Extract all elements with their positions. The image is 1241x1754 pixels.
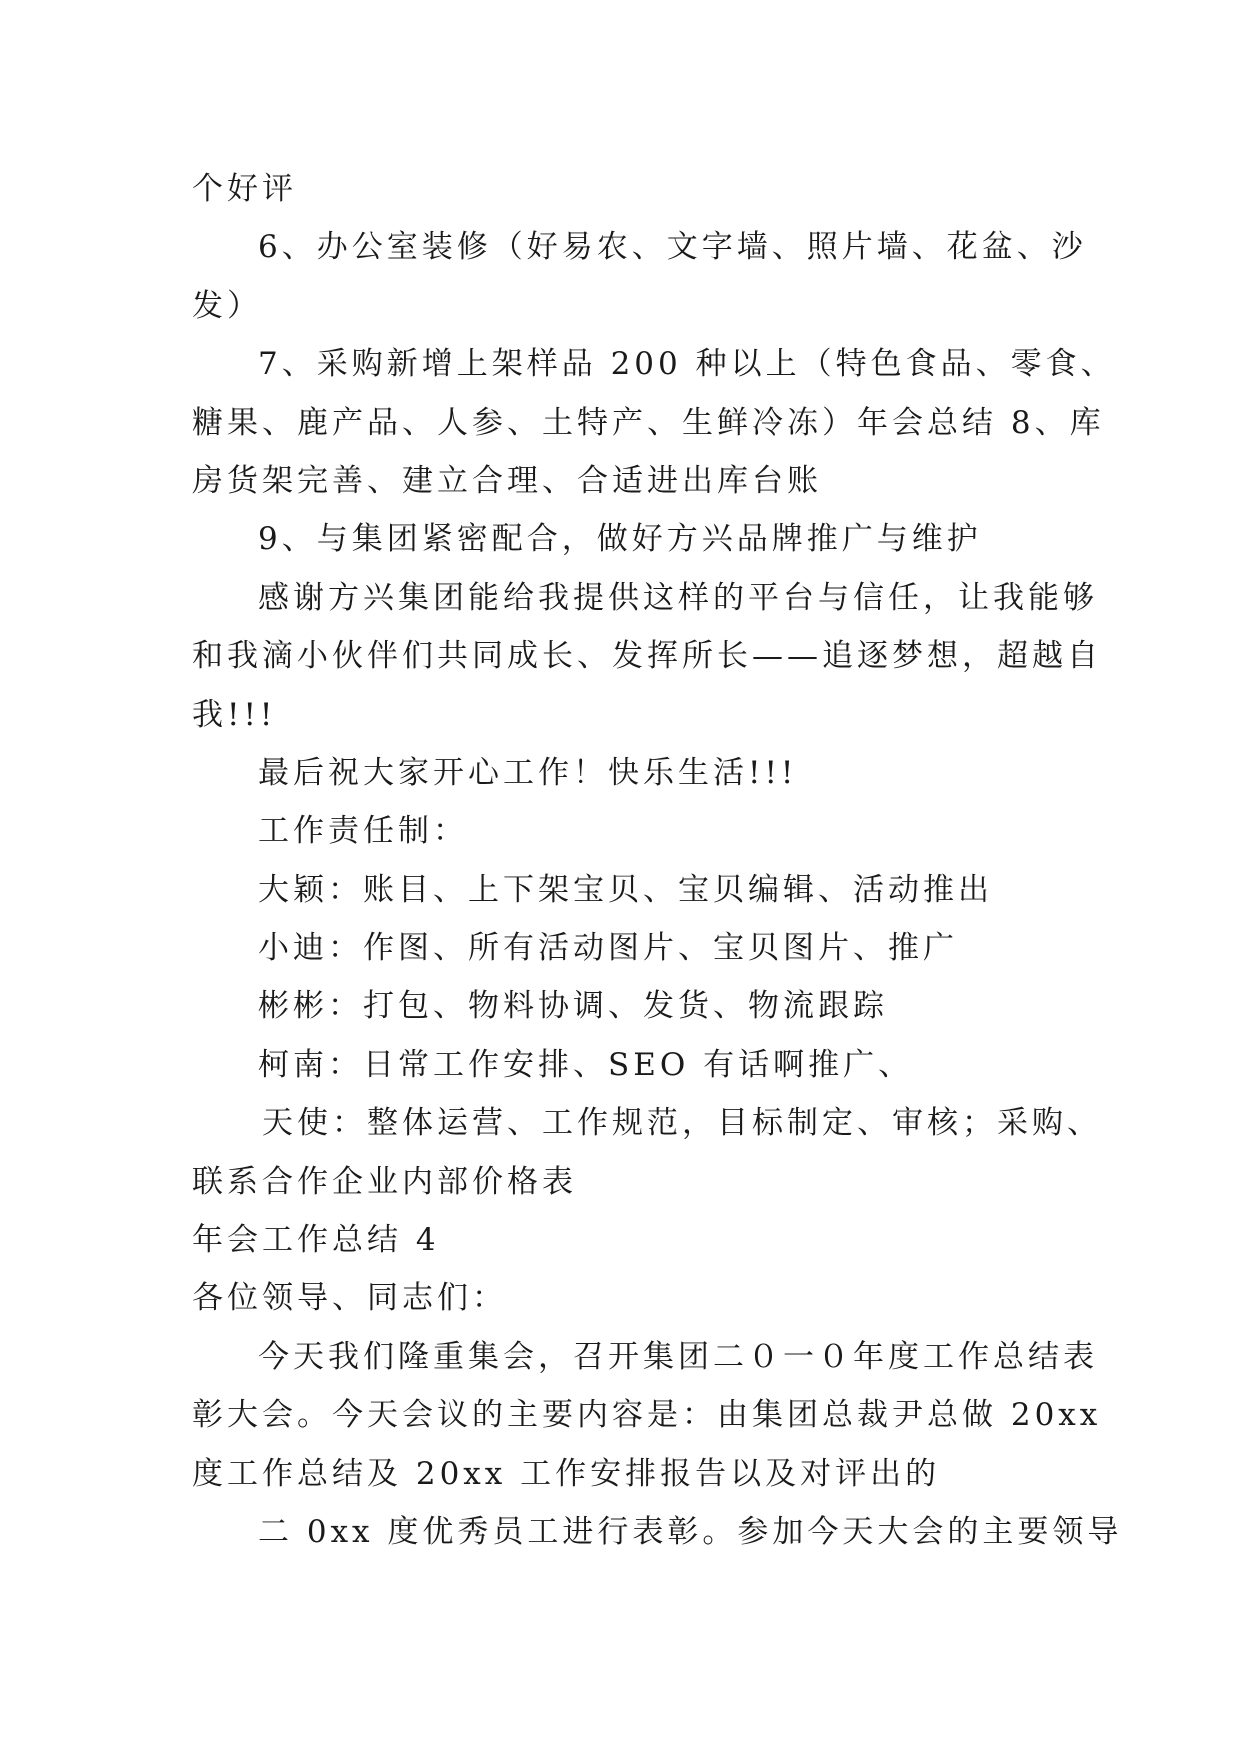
- responsibility-item: 小迪：作图、所有活动图片、宝贝图片、推广: [258, 930, 958, 967]
- text-line: 联系合作企业内部价格表: [192, 1163, 577, 1200]
- paragraph-closing-wish: 最后祝大家开心工作！快乐生活!!!: [258, 754, 798, 791]
- text-line: 我!!!: [192, 696, 277, 733]
- responsibility-heading: 工作责任制：: [258, 813, 468, 850]
- list-item-7: 7、采购新增上架样品 200 种以上（特色食品、零食、: [258, 346, 1116, 383]
- responsibility-item: 柯南：日常工作安排、SEO 有话啊推广、: [258, 1046, 914, 1083]
- paragraph-speech: 二 0xx 度优秀员工进行表彰。参加今天大会的主要领导: [258, 1513, 1123, 1550]
- section-title: 年会工作总结 4: [192, 1222, 440, 1259]
- document-body: [192, 160, 1123, 1561]
- responsibility-item: 天使：整体运营、工作规范，目标制定、审核；采购、: [262, 1105, 1102, 1142]
- text-line: 度工作总结及 20xx 工作安排报告以及对评出的: [192, 1455, 941, 1492]
- text-line: 彰大会。今天会议的主要内容是：由集团总裁尹总做 20xx: [192, 1397, 1102, 1434]
- text-line: 个好评: [192, 171, 297, 207]
- text-line: 和我滴小伙伴们共同成长、发挥所长——追逐梦想，超越自: [192, 638, 1102, 675]
- paragraph-thanks: 感谢方兴集团能给我提供这样的平台与信任，让我能够: [258, 579, 1098, 616]
- responsibility-item: 大颖：账目、上下架宝贝、宝贝编辑、活动推出: [258, 871, 993, 908]
- list-item-6: 6、办公室装修（好易农、文字墙、照片墙、花盆、沙: [258, 229, 1087, 266]
- text-line: 房货架完善、建立合理、合适进出库台账: [192, 462, 822, 499]
- list-item-9: 9、与集团紧密配合，做好方兴品牌推广与维护: [258, 521, 982, 558]
- responsibility-item: 彬彬：打包、物料协调、发货、物流跟踪: [258, 988, 888, 1025]
- paragraph-speech: 今天我们隆重集会，召开集团二０一０年度工作总结表: [258, 1338, 1098, 1375]
- salutation: 各位领导、同志们：: [192, 1280, 507, 1317]
- text-line: 发）: [192, 287, 262, 324]
- text-line: 糖果、鹿产品、人参、土特产、生鲜冷冻）年会总结 8、库: [192, 404, 1105, 441]
